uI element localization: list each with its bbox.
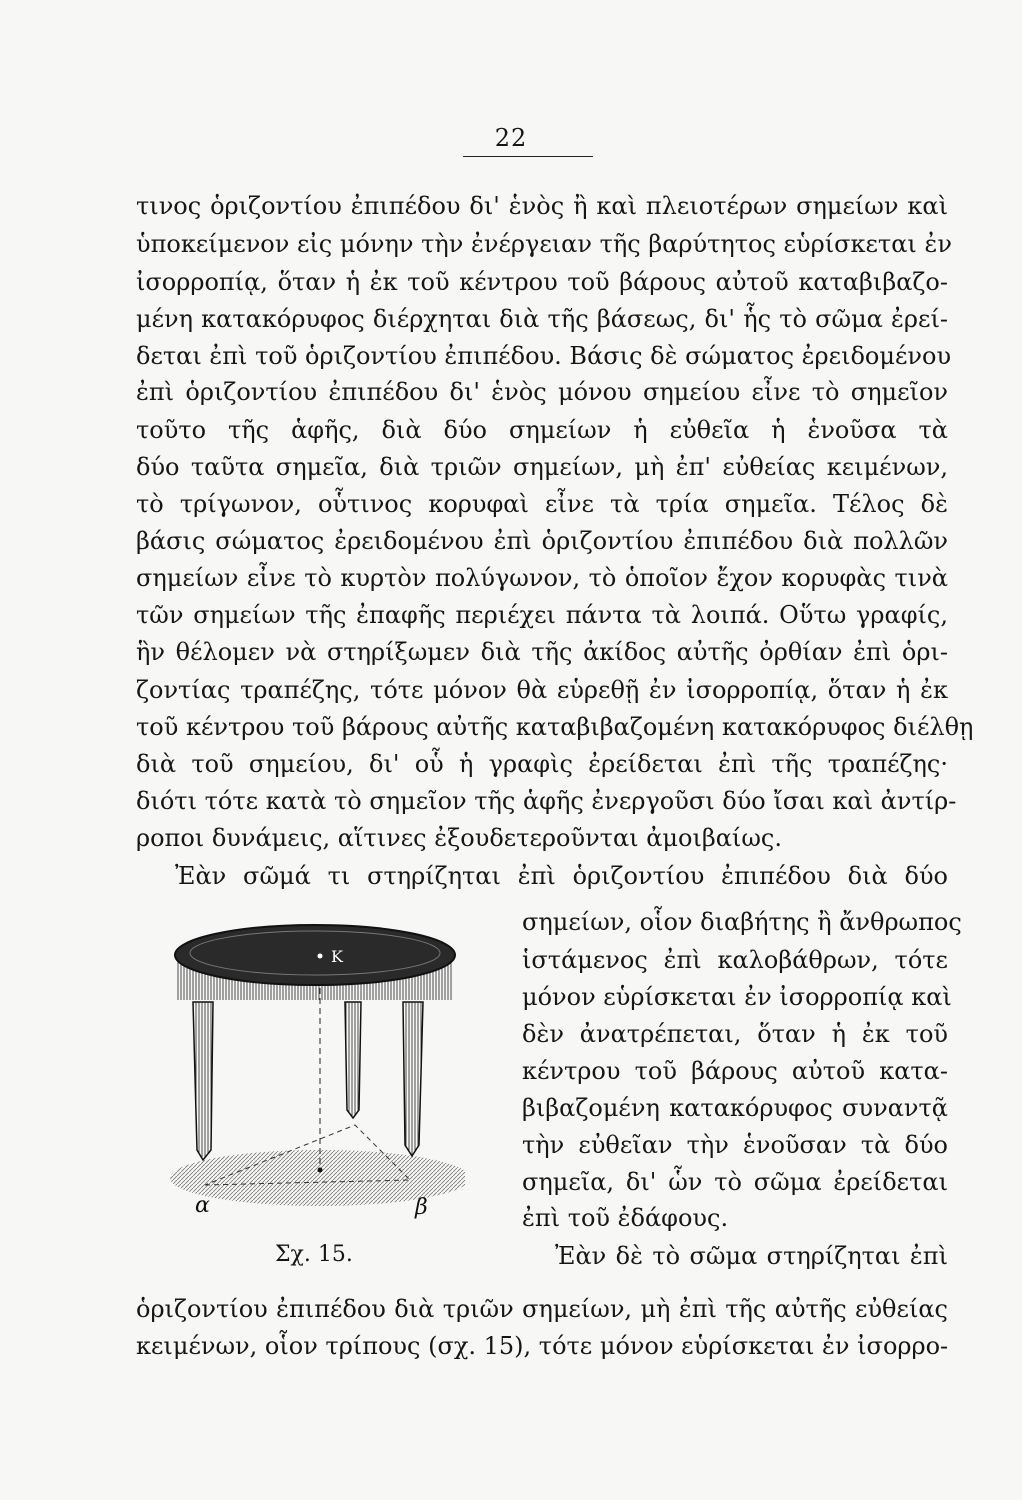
text-line: διὰ τοῦ σημείου, δι' οὗ ἡ γραφὶς ἐρείδεται ἐπὶ τῆς τραπέζης· — [136, 750, 948, 778]
table-top — [175, 925, 455, 985]
text-line: σημείων, οἷον διαβήτης ἢ ἄνθρωπος — [522, 908, 962, 936]
text-line: κέντρου τοῦ βάρους αὐτοῦ κατα- — [522, 1057, 948, 1085]
text-line: τοῦ κέντρου τοῦ βάρους αὐτῆς καταβιβαζομένη κατακόρυφος διέλθῃ — [136, 713, 974, 741]
figure-caption: Σχ. 15. — [275, 1242, 353, 1267]
table-illustration — [170, 925, 465, 1206]
text-line: δύο ταῦτα σημεῖα, διὰ τριῶν σημείων, μὴ ἐπ' εὐθείας κειμένων, — [136, 453, 948, 481]
table-leg-left — [193, 1002, 213, 1160]
text-line: μόνον εὑρίσκεται ἐν ἰσορροπίᾳ καὶ — [522, 983, 952, 1011]
text-line: δὲν ἀνατρέπεται, ὅταν ἡ ἐκ τοῦ — [522, 1020, 948, 1048]
centroid-dot — [318, 1168, 323, 1173]
text-line: μένη κατακόρυφος διέρχηται διὰ τῆς βάσεως, δι' ἧς τὸ σῶμα ἐρεί- — [136, 305, 948, 333]
page-number: 22 — [494, 124, 528, 152]
text-line: Ἐὰν σῶμά τι στηρίζηται ἐπὶ ὁριζοντίου ἐπιπέδου διὰ δύο — [175, 862, 948, 890]
center-point — [318, 954, 323, 959]
header-rule — [463, 156, 593, 157]
text-line: ἐπὶ ὁριζοντίου ἐπιπέδου δι' ἑνὸς μόνου σημείου εἶνε τὸ σημεῖον — [136, 378, 948, 406]
text-line: τῶν σημείων τῆς ἐπαφῆς περιέχει πάντα τὰ λοιπά. Οὕτω γραφίς, — [136, 601, 948, 629]
text-line: Ἐὰν δὲ τὸ σῶμα στηρίζηται ἐπὶ — [555, 1242, 948, 1270]
label-left: α — [195, 1193, 210, 1218]
text-line: τὴν εὐθεῖαν τὴν ἑνοῦσαν τὰ δύο — [522, 1131, 948, 1159]
text-line: δεται ἐπὶ τοῦ ὁριζοντίου ἐπιπέδου. Βάσις δὲ σώματος ἐρειδομένου — [136, 342, 952, 370]
text-line: ἱστάμενος ἐπὶ καλοβάθρων, τότε — [522, 946, 948, 974]
text-line: βάσις σώματος ἐρειδομένου ἐπὶ ὁριζοντίου ἐπιπέδου διὰ πολλῶν — [136, 527, 948, 555]
table-leg-right — [403, 1002, 423, 1156]
text-line: σημείων εἶνε τὸ κυρτὸν πολύγωνον, τὸ ὁποῖον ἔχον κορυφὰς τινὰ — [136, 564, 948, 592]
text-line: τὸ τρίγωνον, οὗτινος κορυφαὶ εἶνε τὰ τρία σημεῖα. Τέλος δὲ — [136, 490, 948, 518]
label-center: K — [331, 947, 343, 966]
text-line: σημεῖα, δι' ὧν τὸ σῶμα ἐρείδεται — [522, 1168, 948, 1196]
text-line: ὑποκείμενον εἰς μόνην τὴν ἐνέργειαν τῆς βαρύτητος εὑρίσκεται ἐν — [136, 230, 952, 258]
table-leg-back — [345, 1002, 361, 1118]
text-line: ἰσορροπίᾳ, ὅταν ἡ ἐκ τοῦ κέντρου τοῦ βάρους αὐτοῦ καταβιβαζο- — [136, 268, 948, 296]
text-line: τοῦτο τῆς ἁφῆς, διὰ δύο σημείων ἡ εὐθεῖα ἡ ἑνοῦσα τὰ — [136, 416, 948, 444]
text-line: τινος ὁριζοντίου ἐπιπέδου δι' ἑνὸς ἢ καὶ πλειοτέρων σημείων καὶ — [136, 192, 948, 220]
text-line: ροποι δυνάμεις, αἵτινες ἐξουδετεροῦνται ἀμοιβαίως. — [136, 824, 782, 852]
text-line: κειμένων, οἷον τρίπους (σχ. 15), τότε μόνον εὑρίσκεται ἐν ἰσορρο- — [136, 1332, 949, 1360]
label-right: β — [415, 1195, 428, 1220]
text-line: ὁριζοντίου ἐπιπέδου διὰ τριῶν σημείων, μὴ ἐπὶ τῆς αὐτῆς εὐθείας — [136, 1295, 948, 1323]
text-line: ἣν θέλομεν νὰ στηρίξωμεν διὰ τῆς ἀκίδος αὐτῆς ὀρθίαν ἐπὶ ὁρι- — [136, 638, 948, 666]
text-line: βιβαζομένη κατακόρυφος συναντᾷ — [522, 1094, 948, 1122]
text-line: ζοντίας τραπέζης, τότε μόνον θὰ εὑρεθῇ ἐν ἰσορροπίᾳ, ὅταν ἡ ἐκ — [136, 676, 948, 704]
table-figure — [165, 920, 465, 1220]
text-line: διότι τότε κατὰ τὸ σημεῖον τῆς ἁφῆς ἐνεργοῦσι δύο ἴσαι καὶ ἀντίρ- — [136, 787, 957, 815]
text-line: ἐπὶ τοῦ ἐδάφους. — [522, 1204, 729, 1232]
